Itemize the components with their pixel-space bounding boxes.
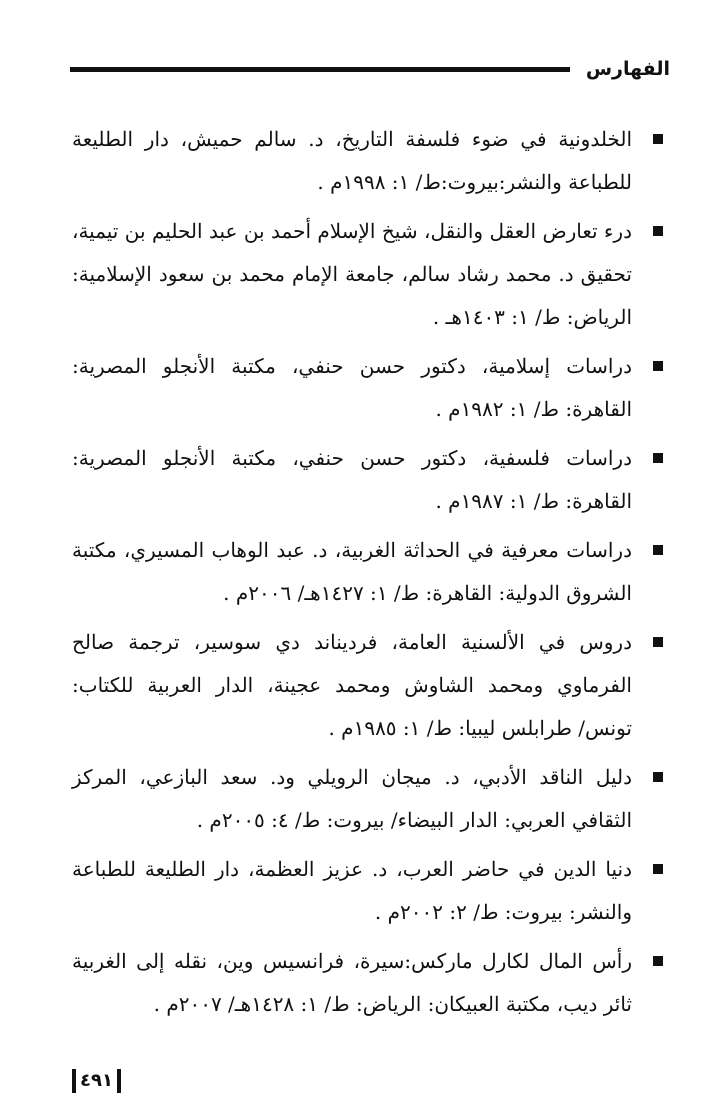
square-bullet-icon bbox=[653, 134, 663, 144]
entry-text: دليل الناقد الأدبي، د. ميجان الرويلي ود. سعد البازعي، المركز الثقافي العربي: الدار البيضاء/ بيروت: ط/ ٤: ٢٠٠٥م . bbox=[72, 765, 633, 832]
list-item bbox=[72, 345, 632, 431]
square-bullet-icon bbox=[653, 226, 663, 236]
entry-text: درء تعارض العقل والنقل، شيخ الإسلام أحمد بن عبد الحليم بن تيمية، تحقيق د. محمد رشاد سالم، جامعة الإمام محمد بن سعود الإسلامية: الرياض: ط/ ١: ١٤٠٣هـ . bbox=[72, 219, 632, 329]
entry-text: رأس المال لكارل ماركس:سيرة، فرانسيس وين، نقله إلى الغربية ثائر ديب، مكتبة العبيكان: الرياض: ط/ ١: ١٤٢٨هـ/ ٢٠٠٧م . bbox=[72, 949, 632, 1016]
page-number: ٤٩١ bbox=[80, 1070, 113, 1091]
square-bullet-icon bbox=[653, 637, 663, 647]
page-title: الفهارس bbox=[585, 58, 670, 80]
bibliography-list bbox=[72, 118, 632, 1026]
entry-text: الخلدونية في ضوء فلسفة التاريخ، د. سالم حميش، دار الطليعة للطباعة والنشر:بيروت:ط/ ١: ١٩٩٨م . bbox=[72, 127, 632, 194]
square-bullet-icon bbox=[653, 772, 663, 782]
list-item bbox=[72, 529, 632, 615]
list-item bbox=[72, 940, 632, 1026]
list-item bbox=[72, 756, 632, 842]
entry-text: دراسات فلسفية، دكتور حسن حنفي، مكتبة الأنجلو المصرية: القاهرة: ط/ ١: ١٩٨٧م . bbox=[72, 446, 632, 513]
page-header bbox=[70, 54, 670, 84]
footer-bar-right bbox=[117, 1069, 121, 1093]
list-item bbox=[72, 848, 632, 934]
entry-text: دراسات إسلامية، دكتور حسن حنفي، مكتبة الأنجلو المصرية: القاهرة: ط/ ١: ١٩٨٢م . bbox=[72, 354, 632, 421]
list-item bbox=[72, 621, 632, 750]
page-footer bbox=[72, 1068, 121, 1094]
entry-text: دراسات معرفية في الحداثة الغربية، د. عبد الوهاب المسيري، مكتبة الشروق الدولية: القاهرة: ط/ ١: ١٤٢٧هـ/ ٢٠٠٦م . bbox=[72, 538, 632, 605]
square-bullet-icon bbox=[653, 361, 663, 371]
square-bullet-icon bbox=[653, 545, 663, 555]
entry-text: دنيا الدين في حاضر العرب، د. عزيز العظمة، دار الطليعة للطباعة والنشر: بيروت: ط/ ٢: ٢٠٠٢م . bbox=[72, 857, 632, 924]
entry-text: دروس في الألسنية العامة، فرديناند دي سوسير، ترجمة صالح الفرماوي ومحمد الشاوش ومحمد عجينة، الدار العربية للكتاب: تونس/ طرابلس ليبيا: ط/ ١: ١٩٨٥م . bbox=[72, 630, 632, 740]
list-item bbox=[72, 210, 632, 339]
list-item bbox=[72, 437, 632, 523]
square-bullet-icon bbox=[653, 453, 663, 463]
square-bullet-icon bbox=[653, 864, 663, 874]
list-item bbox=[72, 118, 632, 204]
header-rule bbox=[70, 67, 570, 72]
square-bullet-icon bbox=[653, 956, 663, 966]
